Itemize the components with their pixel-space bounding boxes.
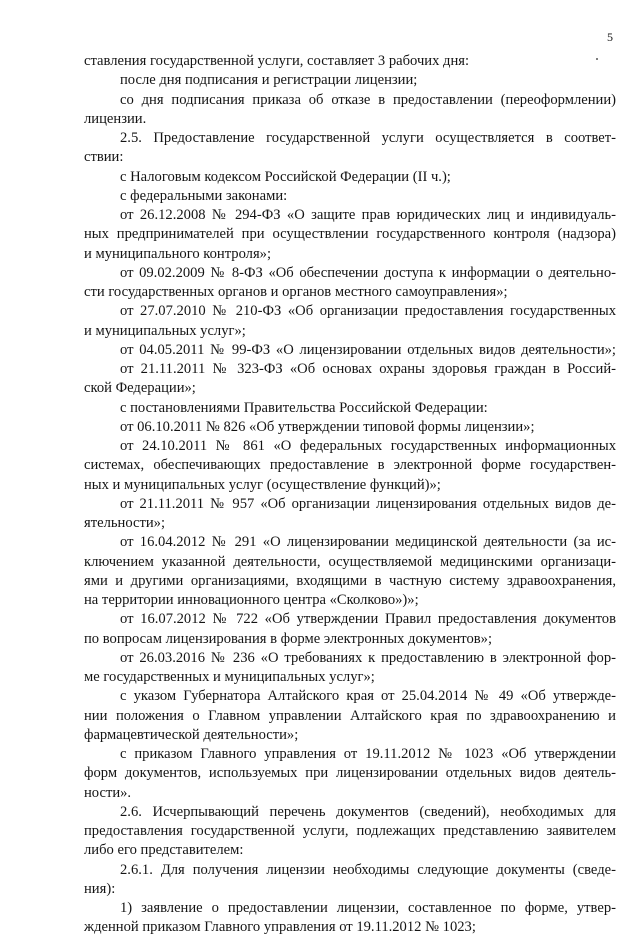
text-line: от 26.03.2016 № 236 «О требованиях к предоставлению в электронной фор- (120, 649, 616, 666)
text-line: ности». (84, 784, 132, 801)
text-line: со дня подписания приказа об отказе в предоставлении (переоформлении) (120, 91, 616, 108)
text-line: ме государственных и муниципальных услуг»; (84, 669, 375, 685)
text-line: ния): (84, 880, 116, 897)
text-line: с указом Губернатора Алтайского края от 25.04.2014 № 49 «Об утвержде- (120, 688, 616, 705)
text-line: и муниципального контроля»; (84, 245, 272, 262)
text-line: от 09.02.2009 № 8-ФЗ «Об обеспечении доступа к информации о деятельно- (120, 264, 616, 281)
text-line: ями и другими организациями, входящими в частную систему здравоохранения, (84, 572, 616, 589)
text-line: либо его представителем: (84, 842, 244, 859)
text-line: жденной приказом Главного управления от 19.11.2012 № 1023; (84, 919, 476, 936)
text-line: 1) заявление о предоставлении лицензии, составленное по форме, утвер- (120, 900, 616, 916)
text-line: ключением указанной деятельности, осуществляемой медицинскими организаци- (84, 553, 616, 570)
document-body (84, 52, 616, 938)
text-line: ных предпринимателей при осуществлении государственного контроля (надзора) (84, 226, 616, 243)
text-line: предоставления государственной услуги, подлежащих представлению заявителем (84, 823, 616, 839)
text-line: от 16.07.2012 № 722 «Об утверждении Правил предоставления документов (120, 611, 616, 628)
text-line: после дня подписания и регистрации лицензии; (120, 72, 418, 89)
text-line: и муниципальных услуг»; (84, 322, 246, 339)
text-line: сти государственных органов и органов местного самоуправления»; (84, 284, 508, 300)
text-line: ных и муниципальных услуг (осуществление функций)»; (84, 476, 441, 493)
text-line: фармацевтической деятельности»; (84, 726, 299, 743)
text-line: от 24.10.2011 № 861 «О федеральных государственных информационных (120, 438, 616, 454)
text-line: от 26.12.2008 № 294-ФЗ «О защите прав юридических лиц и индивидуаль- (120, 207, 616, 223)
text-line: ятельности»; (84, 515, 165, 531)
text-line: нии положения о Главном управлении Алтайского края по здравоохранению и (84, 707, 616, 724)
text-line: системах, обеспечивающих предоставление в электронной форме государствен- (84, 457, 616, 474)
text-line: от 16.04.2012 № 291 «О лицензировании медицинской деятельности (за ис- (120, 534, 616, 551)
text-line: ствии: (84, 149, 124, 166)
text-line: с федеральными законами: (120, 187, 288, 204)
text-line: от 27.07.2010 № 210-ФЗ «Об организации предоставления государственных (120, 303, 616, 320)
text-line: с Налоговым кодексом Российской Федерации (II ч.); (120, 168, 451, 185)
text-line: 2.6.1. Для получения лицензии необходимы следующие документы (сведе- (120, 861, 616, 878)
text-line: от 21.11.2011 № 323-ФЗ «Об основах охраны здоровья граждан в Россий- (120, 361, 616, 377)
text-line: лицензии. (84, 110, 147, 127)
text-line: 2.5. Предоставление государственной услуги осуществляется в соответ- (120, 130, 616, 146)
text-line: ставления государственной услуги, составляет 3 рабочих дня: (84, 53, 470, 69)
text-line: ской Федерации»; (84, 380, 196, 397)
text-line: с приказом Главного управления от 19.11.2012 № 1023 «Об утверждении (120, 746, 616, 762)
text-line: с постановлениями Правительства Российской Федерации: (120, 399, 488, 416)
text-line: по вопросам лицензирования в форме электронных документов»; (84, 630, 493, 647)
page-number: 5 (607, 30, 613, 44)
text-line: на территории инновационного центра «Сколково»)»; (84, 592, 419, 608)
text-line: 2.6. Исчерпывающий перечень документов (сведений), необходимых для (120, 803, 616, 820)
text-line: от 21.11.2011 № 957 «Об организации лицензирования отдельных видов де- (120, 495, 616, 512)
text-line: форм документов, используемых при лицензировании отдельных видов деятель- (84, 765, 616, 782)
text-line: от 04.05.2011 № 99-ФЗ «О лицензировании отдельных видов деятельности»; (120, 341, 616, 358)
text-line: от 06.10.2011 № 826 «Об утверждении типовой формы лицензии»; (120, 418, 535, 435)
